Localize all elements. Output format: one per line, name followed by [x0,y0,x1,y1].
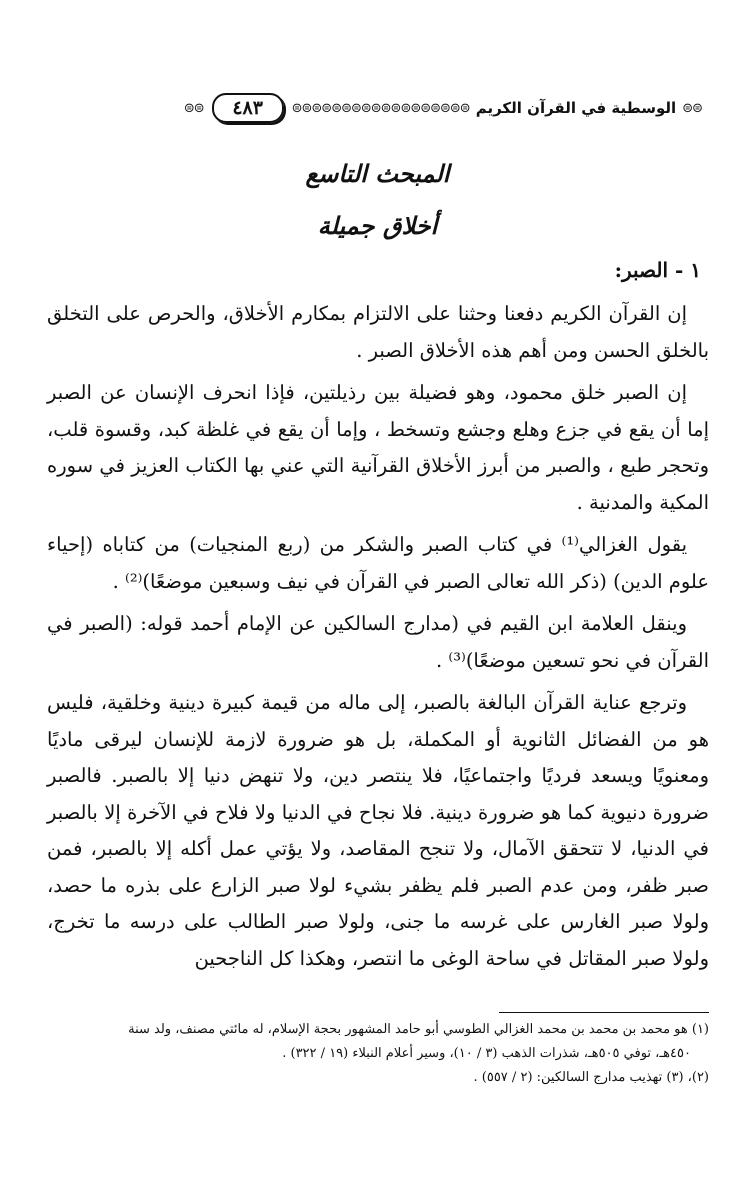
footnote-divider [499,1012,709,1013]
paragraph: إن الصبر خلق محمود، وهو فضيلة بين رذيلتين، فإذا انحرف الإنسان عن الصبر إما أن يقع في جزع وهلع وجشع وتسخط ، وإما أن يقع في غلظة كبد، وقسوة قلب، وتحجر طبع ، والصبر من أبرز الأخلاق القرآنية التي عني بها الكتاب العزيز في سوره المكية والمدنية . [47,381,709,514]
section-subtitle: أخلاق جميلة [317,212,438,240]
running-header [66,88,702,128]
header-ornament-left: ⊜⊜ [183,100,204,116]
paragraph: إن القرآن الكريم دفعنا وحثنا على الالتزام بمكارم الأخلاق، والحرص على التخلق بالخلق الحسن ومن أهم هذه الأخلاق الصبر . [47,302,709,362]
footnote-continuation: ٤٥٠هـ، توفي ٥٠٥هـ، شذرات الذهب (٣ / ١٠)، وسير أعلام النبلاء (١٩ / ٣٢٢) . [282,1046,691,1061]
paragraph: وينقل العلامة ابن القيم في (مدارج السالكين عن الإمام أحمد قوله: (الصبر في القرآن في نحو تسعين موضعًا)⁽³⁾ . [47,612,709,672]
paragraph: وترجع عناية القرآن البالغة بالصبر، إلى ماله من قيمة كبيرة دينية وخلقية، فليس هو من الفضائل الثانوية أو المكملة، بل هو ضرورة لازمة للإنسان ليرقى ماديًا ومعنويًا ويسعد فرديًا واجتماعيًا، فلا ينتصر دين، ولا تنهض دنيا إلا بالصبر. فالصبر ضرورة دنيوية كما هو ضرورة دينية. فلا نجاح في الدنيا ولا فلاح في الآخرة إلا بالصبر في الدنيا، لا تتحقق الآمال، ولا تنجح المقاصد، ولا يؤتي عمل أكله إلا بالصبر، فمن صبر ظفر، ومن عدم الصبر فلم يظفر بشيء لولا صبر الزارع على بذره ما حصد، ولولا صبر الغارس على غرسه ما جنى، ولولا صبر الطالب على درسه ما تخرج، ولولا صبر المقاتل في ساحة الوغى ما انتصر، وهكذا كل الناجحين [47,691,709,970]
footnotes [47,1018,709,1090]
footnote: (٢)، (٣) تهذيب مدارج السالكين: (٢ / ٥٥٧) . [473,1070,709,1085]
header-ornament-right: ⊜⊜ [682,100,702,116]
subsection-heading: ١ - الصبر: [614,258,701,282]
book-title: الوسطية في القرآن الكريم [475,99,677,117]
page-number: ٤٨٣ [212,93,284,123]
paragraph: يقول الغزالي⁽¹⁾ في كتاب الصبر والشكر من (ربع المنجيات) من كتاباه (إحياء علوم الدين) (ذكر الله تعالى الصبر في القرآن في نيف وسبعين موضعًا)⁽²⁾ . [47,533,709,593]
footnote: (١) هو محمد بن محمد بن محمد الغزالي الطوسي أبو حامد المشهور بحجة الإسلام، له مائتي مصنف، ولد سنة [128,1022,709,1037]
header-ornament-middle: ⊜⊜⊜⊜⊜⊜⊜⊜⊜⊜⊜⊜⊜⊜⊜⊜⊜⊜ [291,100,470,116]
section-title: المبحث التاسع [305,160,450,188]
body-text [47,296,709,983]
